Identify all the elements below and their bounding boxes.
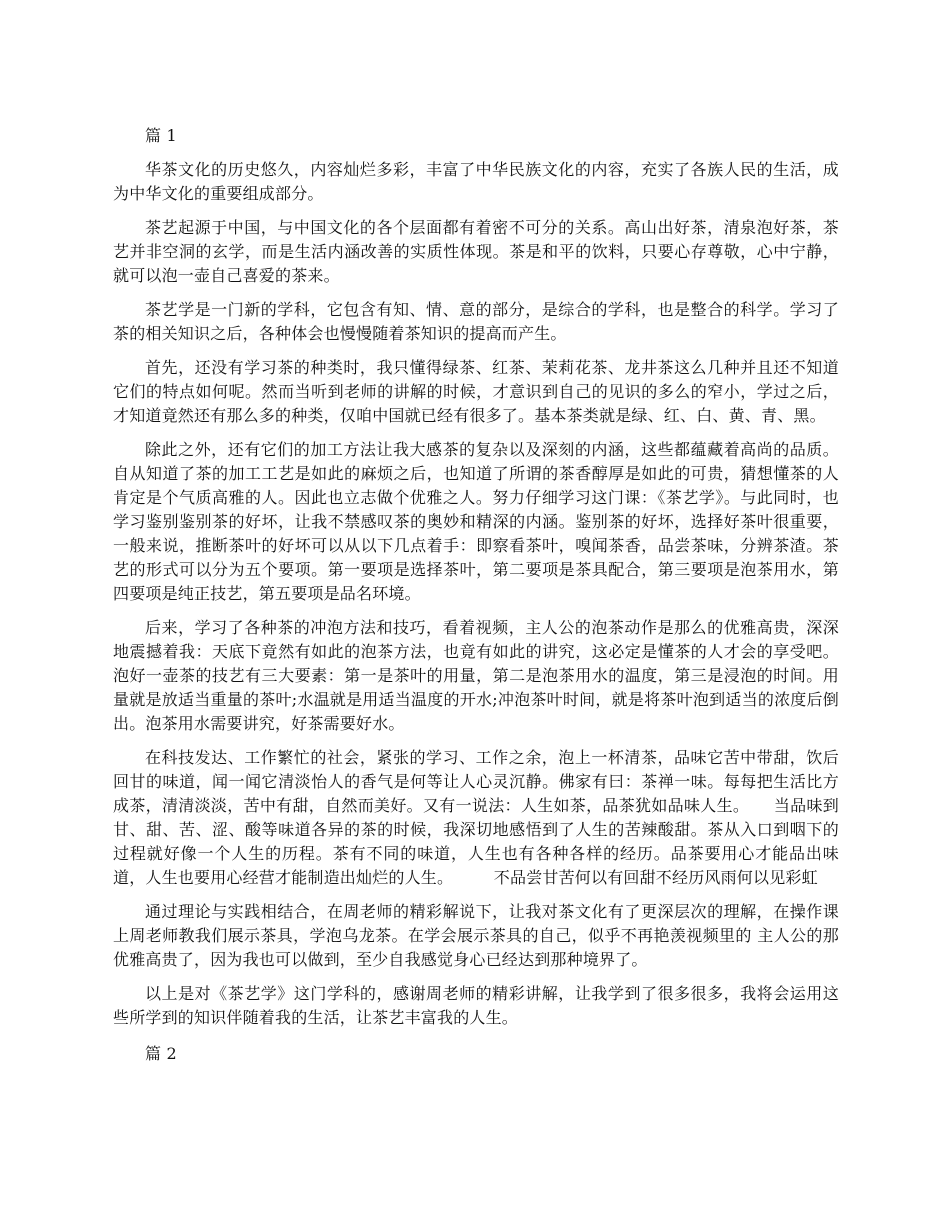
paragraph-5: 除此之外，还有它们的加工方法让我大感茶的复杂以及深刻的内涵，这些都蕴藏着高尚的品质。 自从知道了茶的加工工艺是如此的麻烦之后，也知道了所谓的茶香醇厚是如此的可贵，猜想懂茶的人肯定是个气质高雅的人。因此也立志做个优雅之人。努力仔细学习这门课：《茶艺学》。与此同时，也学习鉴别鉴别茶的好坏，让我不禁感叹茶的奥妙和精深的内涵。鉴别茶的好坏，选择好茶叶很重要，一般来说，推断茶叶的好坏可以从以下几点着手：即察看茶叶，嗅闻茶香，品尝茶味，分辨茶渣。茶艺的形式可以分为五个要项。第一要项是选择茶叶，第二要项是茶具配合，第三要项是泡茶用水，第四要项是纯正技艺，第五要项是品名环境。: [113, 440, 839, 603]
paragraph-4: 首先，还没有学习茶的种类时，我只懂得绿茶、红茶、茉莉花茶、龙井茶这么几种并且还不知道它们的特点如何呢。然而当听到老师的讲解的时候，才意识到自己的见识的多么的窄小，学过之后，才知道竟然还有那么多的种类，仅咱中国就已经有很多了。基本茶类就是绿、红、白、黄、青、黑。: [113, 358, 839, 425]
paragraph-7: 在科技发达、工作繁忙的社会，紧张的学习、工作之余，泡上一杯清茶，品味它苦中带甜，饮后回甘的味道，闻一闻它清淡怡人的香气是何等让人心灵沉静。佛家有曰：茶禅一味。每每把生活比方成茶，清清淡淡，苦中有甜，自然而美好。又有一说法：人生如茶，品茶犹如品味人生。 当品味到甘、甜、苦、涩、酸等味道各异的茶的时候，我深切地感悟到了人生的苦辣酸甜。茶从入口到咽下的过程就好像一个人生的历程。茶有不同的味道，人生也有各种各样的经历。品茶要用心才能品出味道，人生也要用心经营才能制造出灿烂的人生。 不品尝甘苦何以有回甜不经历风雨何以见彩虹: [113, 748, 839, 887]
paragraph-1: 华茶文化的历史悠久，内容灿烂多彩，丰富了中华民族文化的内容，充实了各族人民的生活，成为中华文化的重要组成部分。: [113, 160, 839, 203]
paragraph-8: 通过理论与实践相结合，在周老师的精彩解说下，让我对茶文化有了更深层次的理解，在操作课上周老师教我们展示茶具，学泡乌龙茶。在学会展示茶具的自己，似乎不再艳羡视频里的 主人公的那优雅高贵了，因为我也可以做到，至少自我感觉身心已经达到那种境界了。: [113, 902, 839, 969]
document-page: [113, 124, 839, 1076]
paragraph-3: 茶艺学是一门新的学科，它包含有知、情、意的部分，是综合的学科，也是整合的科学。学习了茶的相关知识之后，各种体会也慢慢随着茶知识的提高而产生。: [113, 300, 839, 343]
paragraph-6: 后来，学习了各种茶的冲泡方法和技巧，看着视频，主人公的泡茶动作是那么的优雅高贵，深深地震撼着我：天底下竟然有如此的泡茶方法，也竟有如此的讲究，这必定是懂茶的人才会的享受吧。泡好一壶茶的技艺有三大要素：第一是茶叶的用量，第二是泡茶用水的温度，第三是浸泡的时间。用量就是放适当重量的茶叶;水温就是用适当温度的开水;冲泡茶叶时间，就是将茶叶泡到适当的浓度后倒出。泡茶用水需要讲究，好茶需要好水。: [113, 618, 839, 733]
paragraph-2: 茶艺起源于中国，与中国文化的各个层面都有着密不可分的关系。高山出好茶，清泉泡好茶，茶艺并非空洞的玄学，而是生活内涵改善的实质性体现。茶是和平的饮料，只要心存尊敬，心中宁静，就可以泡一壶自己喜爱的茶来。: [113, 218, 839, 285]
section-heading-1: 篇 1: [145, 126, 177, 145]
paragraph-9: 以上是对《茶艺学》这门学科的，感谢周老师的精彩讲解，让我学到了很多很多，我将会运用这些所学到的知识伴随着我的生活，让茶艺丰富我的人生。: [113, 984, 839, 1027]
section-heading-2: 篇 2: [145, 1044, 177, 1063]
